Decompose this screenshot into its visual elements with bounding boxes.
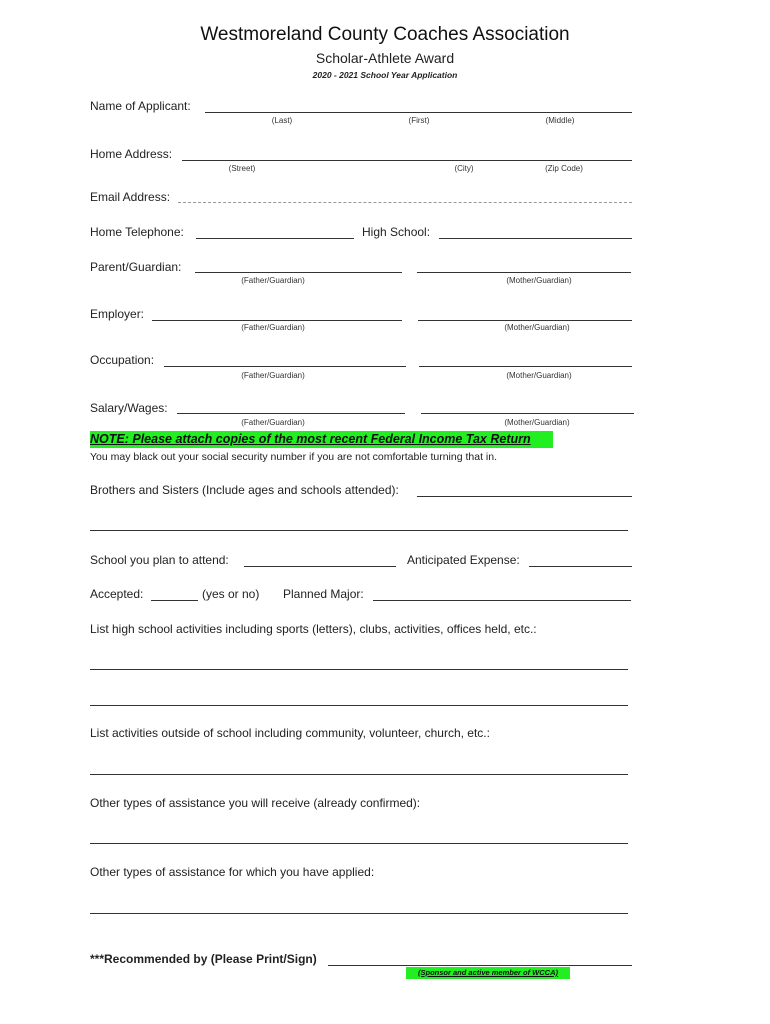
phone-field[interactable] [196,238,354,239]
parent-label: Parent/Guardian: [90,260,182,274]
high-school-field[interactable] [439,238,632,239]
school-year: 2020 - 2021 School Year Application [312,70,458,80]
activities-field-line-2[interactable] [90,705,628,706]
salary-father-sub: (Father/Guardian) [241,418,305,427]
employer-mother-sub: (Mother/Guardian) [504,323,570,332]
activities-label: List high school activities including sports (letters), clubs, activities, offices held, etc.: [90,622,537,636]
tax-return-note: NOTE: Please attach copies of the most recent Federal Income Tax Return [90,431,553,448]
name-field[interactable] [205,112,632,113]
name-sub-middle: (Middle) [545,116,575,125]
siblings-field[interactable] [417,496,632,497]
name-label: Name of Applicant: [90,99,191,113]
salary-father-field[interactable] [177,413,405,414]
salary-mother-sub: (Mother/Guardian) [504,418,570,427]
assistance-confirmed-label: Other types of assistance you will receive (already confirmed): [90,796,421,810]
accepted-label: Accepted: [90,587,144,601]
occupation-father-field[interactable] [164,366,406,367]
expense-label: Anticipated Expense: [407,553,520,567]
parent-father-field[interactable] [195,272,402,273]
employer-mother-field[interactable] [418,320,632,321]
employer-label: Employer: [90,307,145,321]
name-sub-first: (First) [408,116,430,125]
email-label: Email Address: [90,190,171,204]
outside-activities-label: List activities outside of school including community, volunteer, church, etc.: [90,726,490,740]
occupation-label: Occupation: [90,353,155,367]
form-title: Westmoreland County Coaches Association [200,24,570,45]
siblings-label: Brothers and Sisters (Include ages and schools attended): [90,483,399,497]
major-field[interactable] [373,600,631,601]
salary-mother-field[interactable] [421,413,634,414]
employer-father-sub: (Father/Guardian) [241,323,305,332]
address-sub-city: (City) [454,164,474,173]
assistance-applied-label: Other types of assistance for which you have applied: [90,865,375,879]
phone-label: Home Telephone: [90,225,184,239]
parent-mother-sub: (Mother/Guardian) [506,276,572,285]
address-label: Home Address: [90,147,173,161]
name-sub-last: (Last) [271,116,293,125]
occupation-father-sub: (Father/Guardian) [241,371,305,380]
high-school-label: High School: [362,225,431,239]
address-field[interactable] [182,160,632,161]
occupation-mother-sub: (Mother/Guardian) [506,371,572,380]
recommended-field[interactable] [328,965,632,966]
siblings-field-line-2[interactable] [90,530,628,531]
assistance-applied-field[interactable] [90,913,628,914]
activities-field-line-1[interactable] [90,669,628,670]
assistance-confirmed-field[interactable] [90,843,628,844]
address-sub-street: (Street) [228,164,256,173]
accepted-hint: (yes or no) [202,587,260,601]
salary-label: Salary/Wages: [90,401,168,415]
email-field[interactable] [178,202,632,203]
outside-activities-field[interactable] [90,774,628,775]
parent-father-sub: (Father/Guardian) [241,276,305,285]
recommended-label: ***Recommended by (Please Print/Sign) [90,952,317,966]
employer-father-field[interactable] [152,320,402,321]
school-attend-label: School you plan to attend: [90,553,229,567]
occupation-mother-field[interactable] [419,366,632,367]
address-sub-zip: (Zip Code) [545,164,583,173]
form-subtitle: Scholar-Athlete Award [315,50,455,66]
accepted-field[interactable] [151,600,198,601]
tax-return-note-sub: You may black out your social security number if you are not comfortable turning that in. [90,451,497,463]
sponsor-note: (Sponsor and active member of WCCA) [406,967,570,979]
expense-field[interactable] [529,566,632,567]
major-label: Planned Major: [283,587,364,601]
parent-mother-field[interactable] [417,272,631,273]
school-attend-field[interactable] [244,566,396,567]
